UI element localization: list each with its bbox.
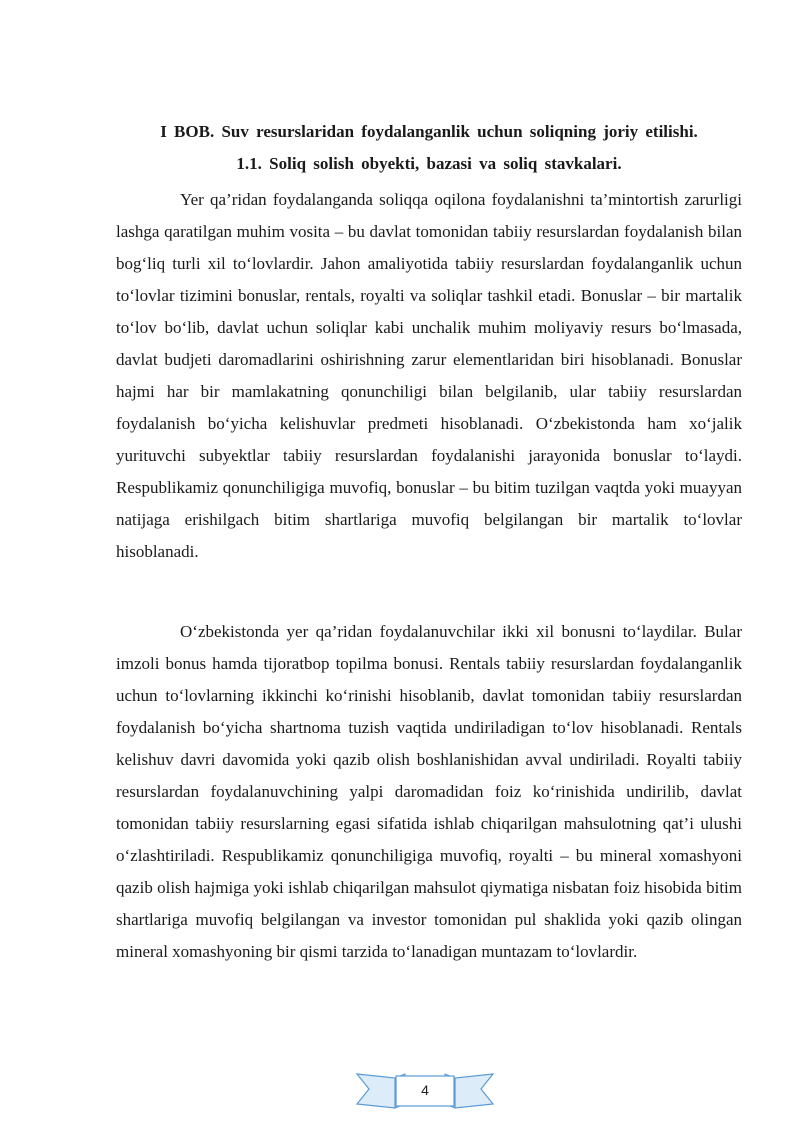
section-title: 1.1. Soliq solish obyekti, bazasi va soliq stavkalari. — [236, 154, 622, 173]
page-number-ribbon — [355, 1070, 495, 1114]
page-number: 4 — [421, 1082, 429, 1098]
paragraph-1: Yer qa’ridan foydalanganda soliqqa oqilona foydalanishni ta’mintortish zarurligi lashga qaratilgan muhim vosita – bu davlat tomonidan tabiiy resurslardan foydalanish bilan bog‘liq turli xil to‘lovlardir. Jahon amaliyotida tabiiy resurslardan foydalanganlik uchun to‘lovlar tizimini bonuslar, rentals, royalti va soliqlar tashkil etadi. Bonuslar – bir martalik to‘lov bo‘lib, davlat uchun soliqlar kabi unchalik muhim moliyaviy resurs bo‘lmasada, davlat budjeti daromadlarini oshirishning zarur elementlaridan biri hisoblanadi. Bonuslar hajmi har bir mamlakatning qonunchiligi bilan belgilanib, ular tabiiy resurslardan foydalanish bo‘yicha kelishuvlar predmeti hisoblanadi. O‘zbekistonda ham xo‘jalik yurituvchi subyektlar tabiiy resurslardan foydalanishi jarayonida bonuslar to‘laydi. Respublikamiz qonunchiligiga muvofiq, bonuslar – bu bitim tuzilgan vaqtda yoki muayyan natijaga erishilgach bitim shartlariga muvofiq belgilangan bir martalik to‘lovlar hisoblanadi. — [116, 190, 742, 561]
chapter-title: I BOB. Suv resurslaridan foydalanganlik uchun soliqning joriy etilishi. — [160, 122, 698, 141]
paragraph-2: O‘zbekistonda yer qa’ridan foydalanuvchilar ikki xil bonusni to‘laydilar. Bular imzoli bonus hamda tijoratbop topilma bonusi. Rentals tabiiy resurslardan foydalanganlik uchun to‘lovlarning ikkinchi ko‘rinishi hisoblanib, davlat tomonidan tabiiy resurslardan foydalanish bo‘yicha shartnoma tuzish vaqtida undiriladigan to‘lov hisoblanadi. Rentals kelishuv davri davomida yoki qazib olish boshlanishidan avval undiriladi. Royalti tabiiy resurslardan foydalanuvchining yalpi daromadidan foiz ko‘rinishida undirilib, davlat tomonidan tabiiy resurslarning egasi sifatida ishlab chiqarilgan mahsulotning qat’i ulushi o‘zlashtiriladi. Respublikamiz qonunchiligiga muvofiq, royalti – bu mineral xomashyoni qazib olish hajmiga yoki ishlab chiqarilgan mahsulot qiymatiga nisbatan foiz hisobida bitim shartlariga muvofiq belgilangan va investor tomonidan pul shaklida yoki qazib olingan mineral xomashyoning bir qismi tarzida to‘lanadigan muntazam to‘lovlardir. — [116, 622, 742, 961]
